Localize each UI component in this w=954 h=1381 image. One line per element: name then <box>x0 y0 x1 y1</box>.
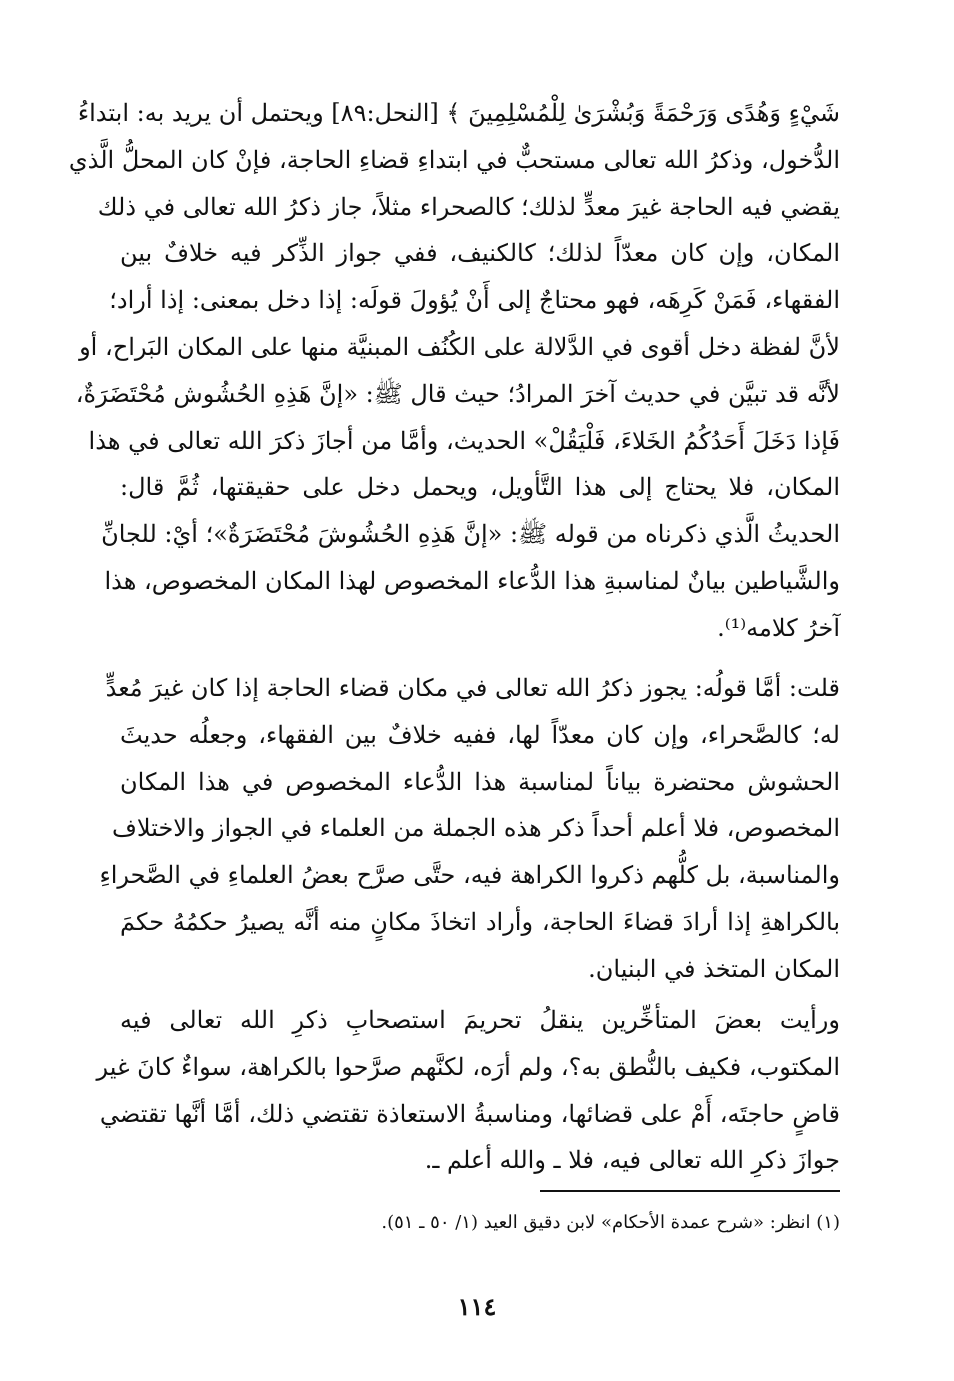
text-line: المكان المتخذ في البنيان. <box>588 954 840 983</box>
text-line: قاضٍ حاجتَه، أَمْ على قضائها، ومناسبةُ الاستعاذة تقتضي ذلك، أمَّا أنَّها تقتضي <box>99 1099 840 1128</box>
paragraph-1 <box>68 90 840 652</box>
text-line: المكان، فلا يحتاج إلى هذا التَّأويل، ويحمل دخل على حقيقتها، ثُمَّ قال: <box>120 473 840 502</box>
text-line: المخصوص، فلا أعلم أحداً ذكر هذه الجملة من العلماء في الجواز والاختلاف <box>112 814 840 843</box>
text-line: لأنَّه قد تبيَّن في حديث آخرَ المرادُ؛ حيث قال ﷺ: «إنَّ هَذِهِ الحُشُوش مُحْتَضَرَةٌ، <box>75 379 840 408</box>
text-line: الحشوش محتضرة بياناً لمناسبة هذا الدُّعاء المخصوص في هذا المكان <box>120 767 840 796</box>
text-line: والشَّياطين بيانٌ لمناسبةِ هذا الدُّعاء المخصوص لهذا المكان المخصوص، هذا <box>104 566 840 595</box>
text-line: الفقهاء، فَمَنْ كَرِهَه، فهو محتاجٌ إلى أَنْ يُؤولَ قولَه: إذا دخل بمعنى: إذا أراد؛ <box>109 286 840 315</box>
page-number: ١١٤ <box>457 1292 497 1321</box>
paragraph-2 <box>99 665 876 993</box>
text-line: له؛ كالصَّحراء، وإن كان معدّاً لها، ففيه خلافٌ بين الفقهاء، وجعلُه حديثَ <box>120 720 840 749</box>
footnote: (١) انظر: «شرح عمدة الأحكام» لابن دقيق العيد (١/ ٥٠ ـ ٥١). <box>381 1212 840 1233</box>
text-line: الدُّخول، وذكرُ الله تعالى مستحبٌّ في ابتداءِ قضاءِ الحاجة، فإنْ كان المحلُّ الَّذي <box>68 145 840 174</box>
text-line: بالكراهةِ إذا أرادَ قضاءَ الحاجة، وأراد اتخاذَ مكانٍ منه أنَّه يصيرُ حكمُهُ حكمَ <box>120 907 840 936</box>
text-line: جوازَ ذكرِ الله تعالى فيه، فلا ـ والله أعلم ـ. <box>424 1146 840 1175</box>
text-line: شَيْءٍ وَهُدًى وَرَحْمَةً وَبُشْرَىٰ لِلْمُسْلِمِينَ ﴾ [النحل:٨٩] ويحتمل أن يريد به: ابتداءُ <box>77 99 840 127</box>
text-line: فَإذا دَخَلَ أَحَدُكُمُ الخَلاءَ، فَلْيَقُلْ» الحديث، وأمَّا من أجازَ ذكرَ الله تعالى في هذا <box>88 426 840 455</box>
text-line: قلت: أمَّا قولُه: يجوز ذكرُ الله تعالى في مكان قضاء الحاجة إذا كان غيرَ مُعدٍّ <box>105 674 840 702</box>
text-line: لأنَّ لفظة دخل أقوى في الدَّلالة على الكُنُف المبنيَّة منها على المكان البَراح، أو <box>79 332 840 361</box>
text-line: والمناسبة، بل كلُّهم ذكروا الكراهة فيه، حتَّى صرَّح بعضُ العلماءِ في الصَّحراءِ <box>99 861 840 890</box>
text-line: الحديثُ الَّذي ذكرناه من قوله ﷺ: «إنَّ هَذِهِ الحُشُوشَ مُحْتَضَرَةٌ»؛ أيْ: للجانِّ <box>101 520 840 549</box>
text-line: المكان، وإن كان معدّاً لذلك؛ كالكنيف، ففي جواز الذِّكر فيه خلافٌ بين <box>120 239 840 268</box>
text-line: ورأيت بعضَ المتأخِّرين ينقلُ تحريمَ استصحابِ ذكرِ الله تعالى فيه <box>120 1006 840 1034</box>
text-line: المكتوب، فكيف بالنُّطق به؟، ولم أرَه، لكنَّهم صرَّحوا بالكراهة، سواءٌ كانَ غير <box>96 1052 840 1081</box>
footnote-divider <box>540 1190 840 1192</box>
text-line: يقضي فيه الحاجة غيرَ معدٍّ لذلك؛ كالصحراء مثلاً، جاز ذكرُ الله تعالى في ذلك <box>97 192 840 221</box>
paragraph-3 <box>96 997 876 1184</box>
text-line: آخرُ كلامه⁽¹⁾. <box>717 613 840 642</box>
